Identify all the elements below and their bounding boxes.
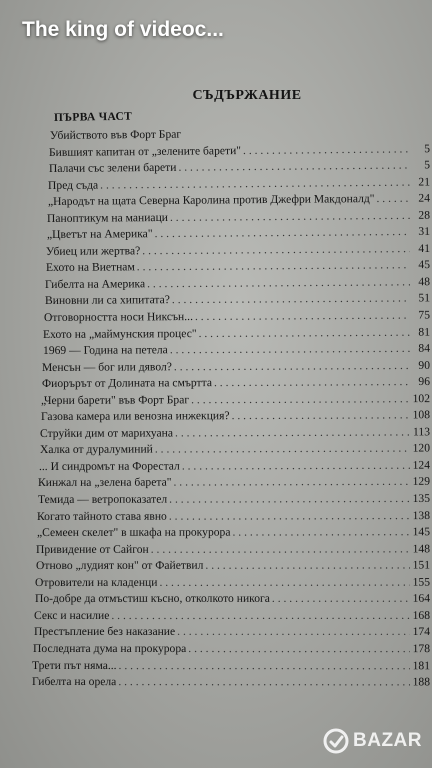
toc-leader-dots: [175, 424, 410, 441]
toc-leader-dots: [232, 408, 410, 425]
toc-entry-title: Виновни ли са хипитата?: [44, 293, 170, 308]
listing-title[interactable]: The king of videoc...: [22, 18, 224, 41]
toc-entry-page: 168: [412, 608, 431, 622]
toc-heading: СЪДЪРЖАНИЕ: [192, 88, 302, 103]
toc-entry-title: Отново „лудият кон" от Файетвил: [35, 558, 204, 573]
toc-entry-title: Темида — ветропоказател: [37, 492, 168, 507]
toc-leader-dots: [151, 541, 410, 557]
toc-leader-dots: [170, 341, 410, 358]
toc-entry-page: 5: [424, 158, 431, 172]
toc-entry: [42, 374, 430, 393]
toc-leader-dots: [119, 658, 410, 674]
toc-entry-page: 135: [412, 491, 431, 505]
toc-entry-title: Убиец или жертва?: [45, 244, 141, 258]
toc-entry: [34, 624, 430, 641]
toc-entry-page: 24: [418, 191, 431, 205]
toc-entry-title: По-добре да отмъстиш късно, отколкото никога: [34, 592, 270, 606]
toc-entry-title: Струйки дим от марихуана: [39, 426, 174, 440]
toc-entry: [39, 458, 430, 476]
toc-leader-dots: [376, 191, 410, 207]
toc-leader-dots: [172, 291, 410, 309]
table-of-contents: [31, 88, 431, 691]
toc-entry: [43, 341, 430, 360]
toc-leader-dots: [205, 558, 410, 574]
toc-leader-dots: [169, 508, 410, 525]
toc-leader-dots: [170, 208, 410, 226]
toc-leader-dots: [155, 441, 410, 458]
toc-entry-page: 120: [412, 441, 431, 455]
toc-entry-page: 28: [418, 208, 431, 222]
toc-entry-page: 138: [412, 508, 431, 522]
toc-entry-title: Последната дума на прокурора: [32, 641, 187, 656]
toc-leader-dots: [159, 574, 410, 590]
toc-entry-title: „Цветът на Америка": [46, 227, 153, 242]
toc-entry-title: Пред съда: [47, 178, 99, 192]
toc-entry-title: ... И синдромът на Форестал: [38, 459, 180, 473]
toc-entry-title: Кинжал на „зелена барета": [37, 476, 172, 490]
toc-entry-title: Отровители на кладенци: [34, 575, 158, 589]
toc-entry-page: 129: [412, 475, 431, 489]
toc-entry: [33, 641, 430, 658]
toc-entry-page: 90: [418, 358, 431, 372]
watermark-text: BAZAR: [353, 730, 422, 751]
toc-leader-dots: [147, 274, 410, 292]
toc-leader-dots: [177, 624, 410, 640]
toc-entry-page: 108: [412, 408, 431, 422]
toc-entry-title: Престъпление без наказание: [34, 625, 176, 639]
toc-entry-page: 75: [418, 308, 431, 322]
bazar-logo-icon: [323, 728, 349, 754]
toc-entry-title: Бившият капитан от „зелените барети": [48, 143, 242, 159]
toc-entry-title: „Черни барети" във Форт Браг: [40, 393, 190, 407]
toc-leader-dots: [188, 641, 410, 657]
toc-entry-title: Фиорърът от Долината на смъртта: [41, 376, 212, 391]
toc-entry-title: 1969 — Година на петела: [42, 343, 168, 358]
toc-entry: [37, 508, 430, 526]
toc-entry-title: Привидение от Сайгон: [35, 542, 149, 556]
toc-entry-title: Отговорността носи Никсън...: [43, 310, 193, 325]
toc-entries: [31, 127, 431, 691]
toc-entry-title: Секс и насилие: [33, 608, 110, 622]
toc-entry-page: 84: [418, 341, 431, 355]
toc-entry: [38, 491, 430, 509]
toc-entry-page: 188: [412, 675, 431, 689]
toc-entry-title: Убийството във Форт Браг: [49, 127, 182, 142]
toc-entry-title: Паноптикум на маниаци: [46, 210, 169, 225]
toc-entry-page: 96: [418, 375, 431, 389]
toc-entry: [38, 474, 430, 492]
toc-entry-title: Когато тайното става явно: [36, 509, 167, 523]
toc-leader-dots: [232, 524, 410, 540]
toc-entry-page: 41: [418, 241, 431, 255]
toc-leader-dots: [174, 358, 410, 375]
toc-entry-title: Палачи със зелени барети: [48, 160, 177, 176]
toc-entry: [36, 558, 430, 575]
toc-entry-title: Ехото на Виетнам: [45, 260, 135, 275]
toc-leader-dots: [137, 258, 410, 276]
toc-entry-title: Халка от дуралуминий: [39, 442, 153, 457]
toc-entry-page: 151: [412, 558, 431, 572]
toc-leader-dots: [199, 324, 411, 341]
toc-entry-page: 81: [418, 325, 431, 339]
toc-entry: [44, 307, 430, 326]
toc-entry-title: Трети път няма...: [31, 658, 117, 672]
toc-leader-dots: [154, 224, 410, 242]
toc-entry-title: Гибелта на Америка: [44, 277, 146, 291]
toc-entry-page: 51: [418, 291, 431, 305]
toc-entry-page: 31: [418, 225, 431, 239]
toc-leader-dots: [191, 391, 410, 408]
toc-entry-title: Ехото на „маймунския процес": [42, 326, 197, 341]
toc-entry-page: 102: [412, 391, 431, 405]
part-title: ПЪРВА ЧАСТ: [53, 110, 133, 124]
toc-entry-title: Гибелта на орела: [31, 675, 117, 689]
toc-entry: [40, 441, 430, 459]
toc-leader-dots: [243, 141, 410, 159]
toc-entry: [35, 574, 430, 591]
toc-leader-dots: [118, 674, 410, 690]
toc-entry: [37, 524, 430, 541]
toc-entry-page: 155: [412, 575, 431, 589]
toc-entry-page: 164: [412, 592, 431, 606]
toc-entry-page: 113: [412, 425, 431, 439]
toc-entry-page: 181: [412, 658, 431, 672]
toc-entry-page: 45: [418, 258, 431, 272]
toc-leader-dots: [178, 158, 410, 176]
toc-entry-title: Газова камера или венозна инжекция?: [40, 409, 230, 424]
toc-entry: [32, 674, 430, 691]
toc-entry: [35, 591, 430, 608]
toc-entry-page: 48: [418, 275, 431, 289]
toc-entry-page: 145: [412, 525, 431, 539]
toc-entry-title: „Семеен скелет" в шкафа на прокурора: [36, 525, 231, 540]
toc-leader-dots: [169, 491, 410, 508]
toc-leader-dots: [182, 458, 410, 475]
toc-entry-page: 124: [412, 458, 431, 472]
toc-entry: [40, 424, 430, 442]
toc-entry-page: 174: [412, 625, 430, 639]
toc-leader-dots: [214, 374, 410, 391]
toc-leader-dots: [173, 474, 410, 491]
toc-entry: [34, 608, 430, 625]
toc-entry-page: 21: [418, 175, 431, 189]
toc-entry-page: 178: [412, 642, 431, 656]
toc-entry-title: Менсън — бог или дявол?: [41, 359, 172, 374]
toc-leader-dots: [272, 591, 410, 607]
toc-entry-page: 5: [424, 141, 431, 155]
toc-leader-dots: [195, 308, 410, 325]
toc-leader-dots: [142, 241, 410, 259]
toc-entry-page: 148: [412, 541, 431, 556]
toc-entry-title: „Народът на щата Северна Каролина против Джефри Макдоналд": [47, 192, 375, 209]
toc-entry: [36, 541, 430, 558]
bazar-watermark: [323, 728, 422, 754]
toc-leader-dots: [111, 608, 410, 624]
toc-entry: [32, 658, 430, 675]
toc-entry: [41, 408, 430, 426]
